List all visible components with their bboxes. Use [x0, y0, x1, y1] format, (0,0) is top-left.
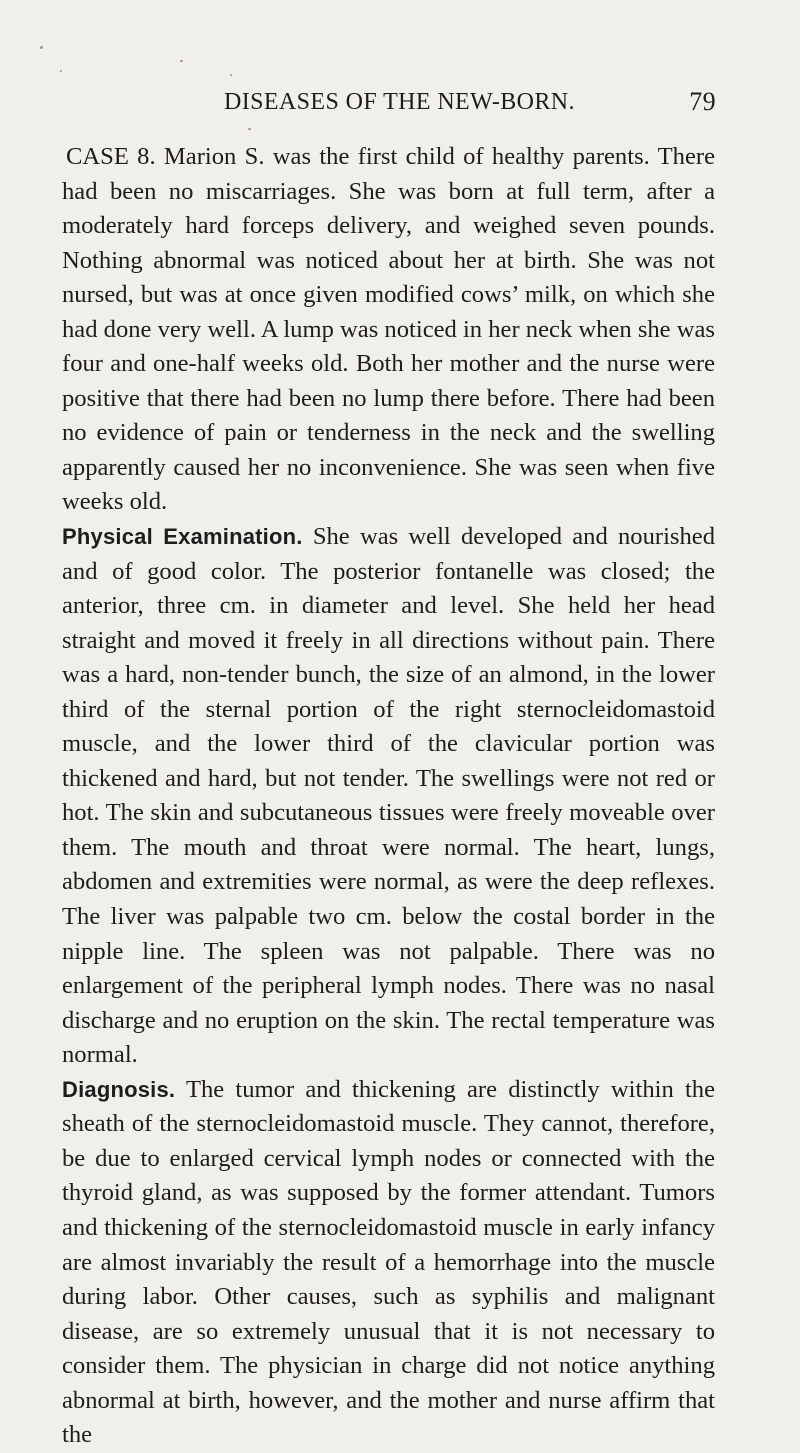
paragraph-text: She was well developed and nourished and of good color. The posterior fontanelle was closed; the anterior, three cm. in diameter and level. She held her head straight and moved it freely in all directions without pain. There was a hard, non-tender bunch, the size of an almond, in the lower third of the sternal portion of the right sternocleidomastoid muscle, and the lower third of the clavicular portion was thickened and hard, but not tender. The swellings were not red or hot. The skin and subcutaneous tissues were freely moveable over them. The mouth and throat were normal. The heart, lungs, abdomen and extremities were normal, as were the deep reflexes. The liver was palpable two cm. below the costal border in the nipple line. The spleen was not palpable. There was no enlargement of the peripheral lymph nodes. There was no nasal discharge and no eruption on the skin. The rectal temperature was normal.	[62, 523, 715, 1069]
paper-speck	[248, 128, 251, 130]
running-head	[224, 86, 716, 118]
physical-examination-paragraph	[62, 520, 715, 1073]
paper-speck	[60, 70, 62, 72]
paper-speck	[180, 60, 183, 62]
case-paragraph	[62, 140, 715, 520]
section-heading: Diagnosis.	[62, 1076, 176, 1102]
body-text	[62, 140, 715, 1453]
paper-speck	[40, 46, 43, 49]
page-number: 79	[689, 87, 716, 116]
paragraph-text: CASE 8. Marion S. was the first child of healthy parents. There had been no miscarriages. She was born at full term, after a moderately hard forceps delivery, and weighed seven pounds. Nothing abnormal was noticed about her at birth. She was not nursed, but was at once given modified cows’ milk, on which she had done very well. A lump was noticed in her neck when she was four and one-half weeks old. Both her mother and the nurse were positive that there had been no lump there before. There had been no evidence of pain or tenderness in the neck and the swelling apparently caused her no inconvenience. She was seen when five weeks old.	[62, 143, 715, 516]
section-heading: Physical Examination.	[62, 524, 303, 550]
paper-speck	[230, 74, 232, 76]
running-head-title: DISEASES OF THE NEW-BORN.	[224, 89, 575, 115]
paragraph-text: The tumor and thickening are distinctly within the sheath of the sternocleidomastoid muscle. They cannot, therefore, be due to enlarged cervical lymph nodes or connected with the thyroid gland, as was supposed by the former attendant. Tumors and thickening of the sternocleidomastoid muscle in early infancy are almost invariably the result of a hemorrhage into the muscle during labor. Other causes, such as syphilis and malignant disease, are so extremely unusual that it is not necessary to consider them. The physician in charge did not notice anything abnormal at birth, however, and the mother and nurse affirm that the	[62, 1075, 715, 1449]
diagnosis-paragraph	[62, 1073, 715, 1453]
